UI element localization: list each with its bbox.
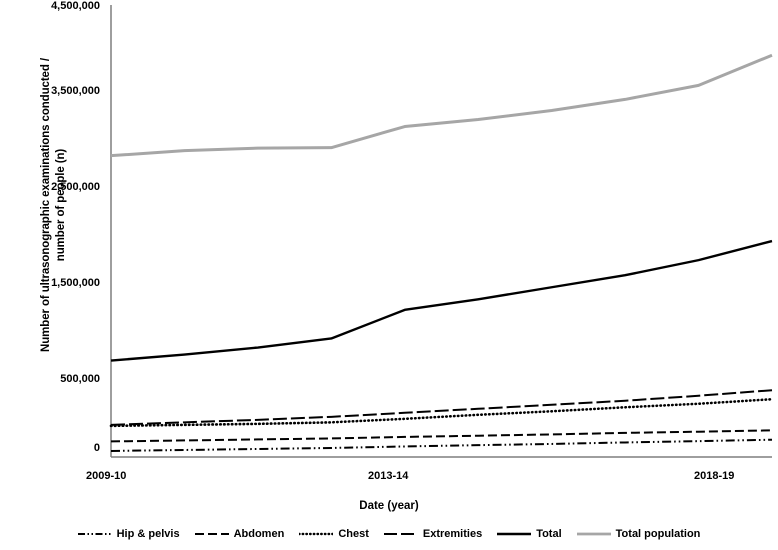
series-line-hip-pelvis: [111, 440, 772, 451]
legend-swatch-hip-pelvis: [78, 529, 112, 539]
legend-swatch-total: [497, 529, 531, 539]
legend-item-total-population: [577, 528, 701, 540]
y-axis-title: Number of ultrasonographic examinations conducted / number of people (n): [40, 58, 67, 352]
series-line-total-population: [111, 55, 772, 155]
legend-swatch-extremities: [384, 529, 418, 539]
series-line-abdomen: [111, 430, 772, 441]
y-tick-label-0: 0: [93, 442, 100, 454]
legend-item-chest: [299, 528, 369, 540]
legend-label-abdomen: Abdomen: [233, 528, 285, 540]
y-tick-label-2500000: 2,500,000: [51, 181, 100, 193]
y-tick-label-3500000: 3,500,000: [51, 85, 100, 97]
x-axis-title: Date (year): [359, 500, 419, 512]
legend-label-total-population: Total population: [615, 528, 701, 540]
series-line-total: [111, 241, 772, 361]
chart-legend: [0, 528, 778, 540]
legend-swatch-total-population: [577, 529, 611, 539]
x-tick-label-2013-14: 2013-14: [368, 470, 409, 482]
y-tick-label-500000: 500,000: [60, 373, 100, 385]
x-tick-label-2009-10: 2009-10: [86, 470, 127, 482]
legend-swatch-chest: [299, 529, 333, 539]
legend-label-total: Total: [536, 528, 562, 540]
series-lines: [111, 55, 772, 451]
y-tick-label-1500000: 1,500,000: [51, 277, 100, 289]
legend-swatch-abdomen: [195, 529, 229, 539]
legend-label-chest: Chest: [338, 528, 369, 540]
legend-label-hip-pelvis: Hip & pelvis: [116, 528, 180, 540]
legend-item-abdomen: [195, 528, 285, 540]
legend-item-extremities: [384, 528, 482, 540]
legend-item-total: [497, 528, 561, 540]
y-tick-label-4500000: 4,500,000: [51, 0, 100, 12]
series-line-extremities: [111, 390, 772, 425]
x-tick-label-2018-19: 2018-19: [694, 470, 735, 482]
legend-item-hip-pelvis: [78, 528, 180, 540]
legend-label-extremities: Extremities: [422, 528, 483, 540]
